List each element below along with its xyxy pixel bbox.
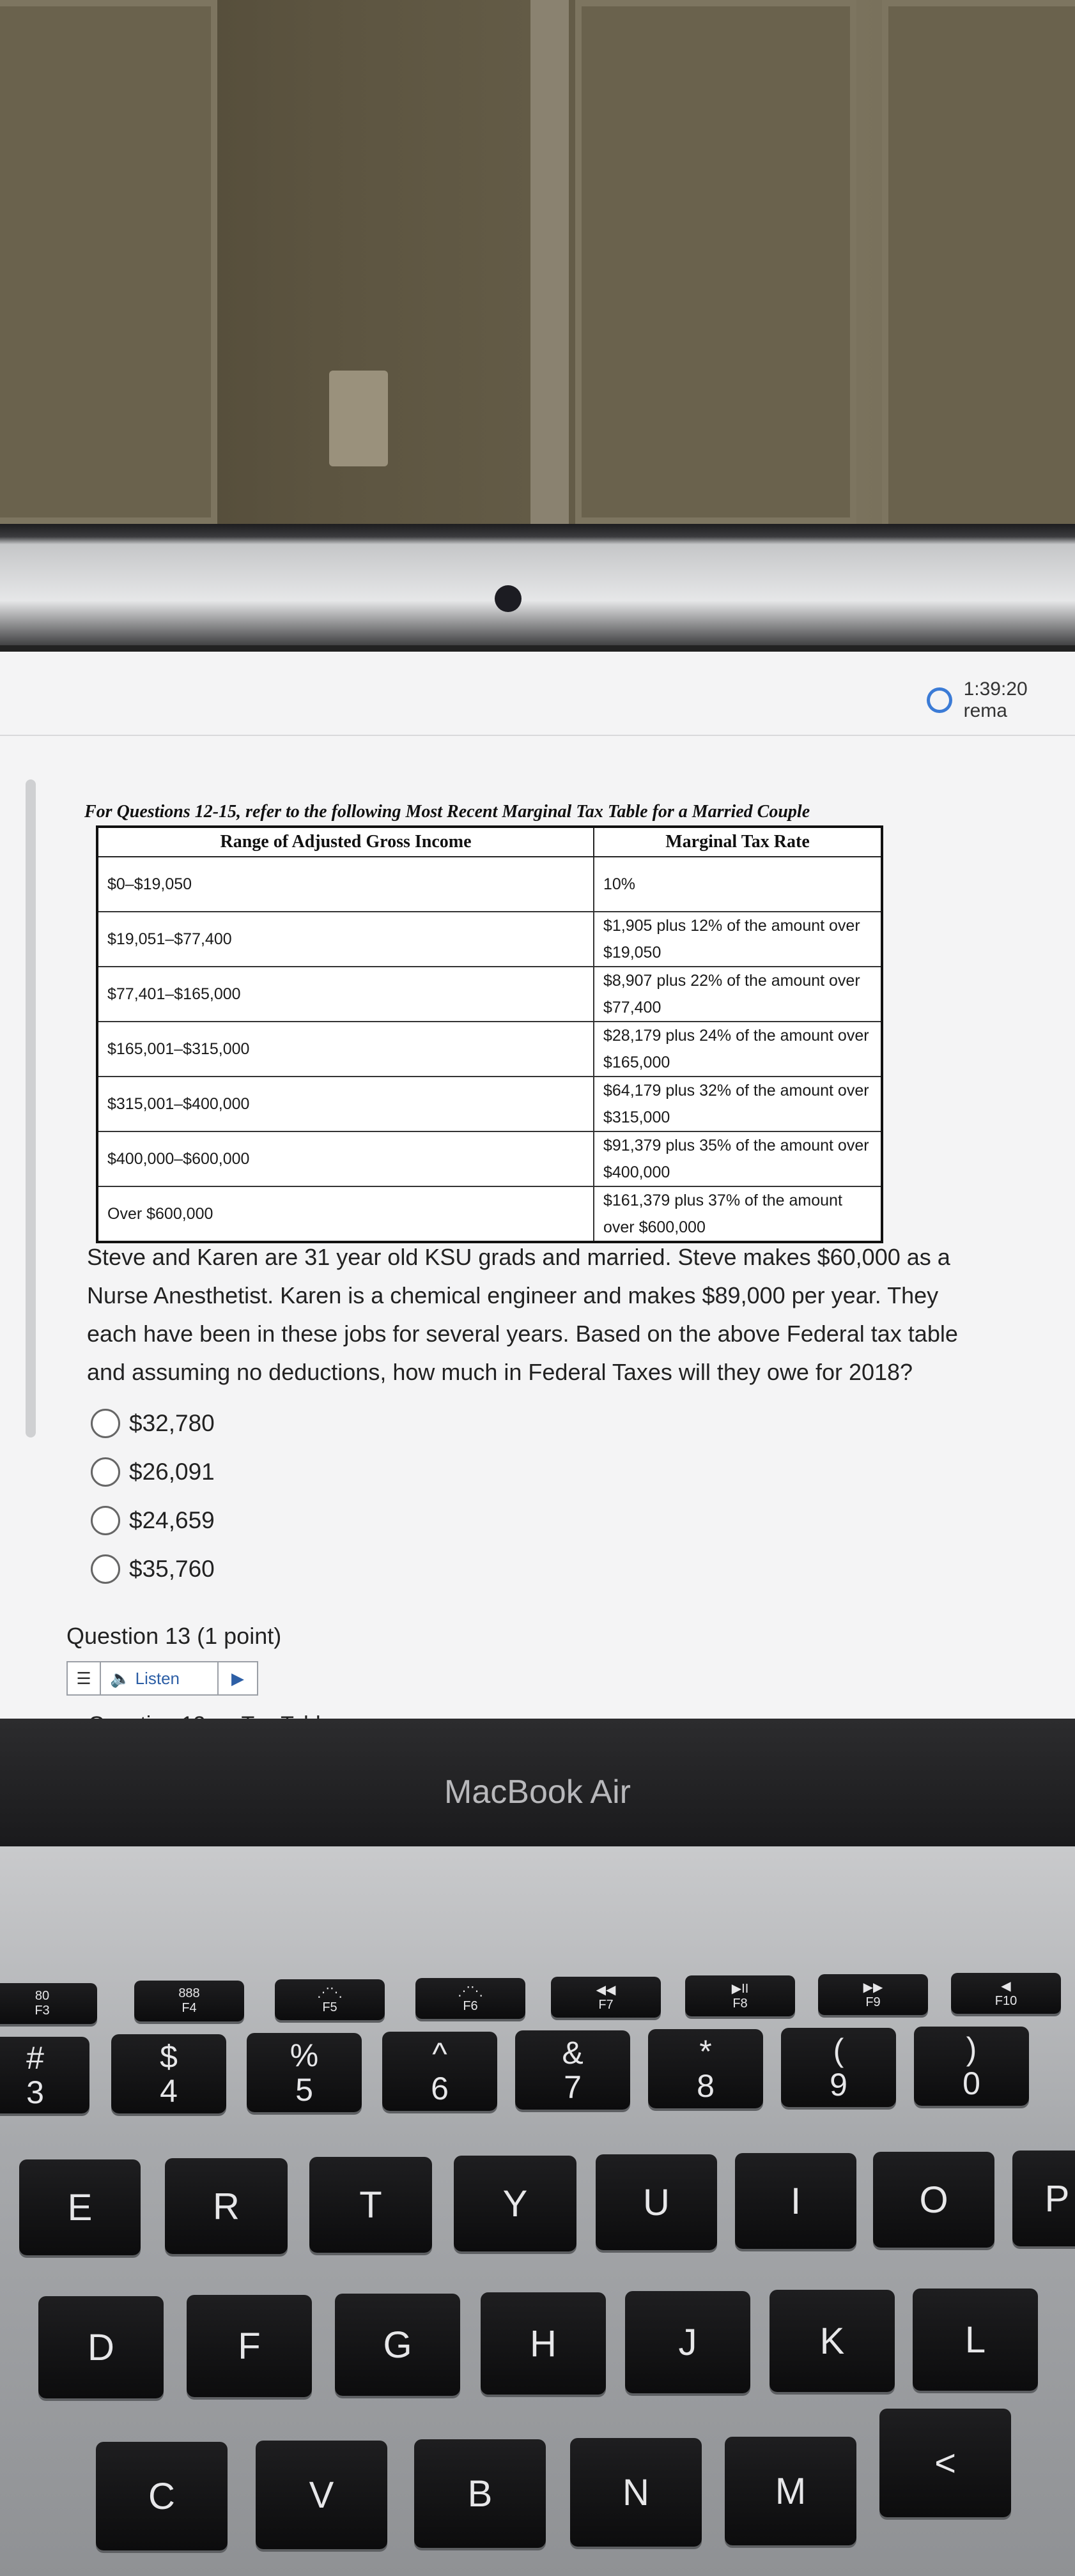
key-p[interactable]: P	[1012, 2150, 1075, 2246]
key-f10[interactable]: ◀ F10	[951, 1973, 1061, 2014]
laptop-lid	[0, 524, 1075, 652]
key-0[interactable]: ) 0	[914, 2027, 1029, 2106]
key-4[interactable]: $ 4	[111, 2034, 226, 2113]
tax-table	[96, 825, 883, 1243]
key-o[interactable]: O	[873, 2152, 994, 2248]
timer-ring-icon	[927, 687, 952, 713]
key-f[interactable]: F	[187, 2295, 312, 2397]
rate-cell: $28,179 plus 24% of the amount over $165,000	[594, 1022, 882, 1077]
option-label: $35,760	[129, 1556, 215, 1582]
table-header-range: Range of Adjusted Gross Income	[97, 827, 594, 857]
key-7[interactable]: & 7	[515, 2030, 630, 2110]
key-f5[interactable]: ⋰⋱ F5	[275, 1979, 385, 2020]
key-f7[interactable]: ◀◀ F7	[551, 1977, 661, 2018]
header-divider	[0, 735, 1075, 736]
key-v[interactable]: V	[256, 2441, 387, 2549]
page-scrollbar[interactable]	[26, 779, 36, 1438]
play-icon[interactable]: ▶	[231, 1668, 244, 1688]
key-r[interactable]: R	[165, 2158, 288, 2254]
rate-cell: $91,379 plus 35% of the amount over $400,000	[594, 1131, 882, 1186]
range-cell: $77,401–$165,000	[97, 967, 594, 1022]
timer-text: 1:39:20 rema	[963, 678, 1028, 721]
table-row	[97, 967, 882, 1022]
answer-option[interactable]	[91, 1399, 215, 1448]
key-f3[interactable]: 80 F3	[0, 1983, 97, 2024]
table-caption: For Questions 12-15, refer to the following Most Recent Marginal Tax Table for a Married Couple	[84, 802, 810, 822]
range-cell: $315,001–$400,000	[97, 1077, 594, 1131]
key-d[interactable]: D	[38, 2296, 164, 2398]
closet-door-right	[882, 0, 1075, 530]
radio-button[interactable]	[91, 1554, 120, 1584]
option-label: $32,780	[129, 1410, 215, 1436]
menu-icon[interactable]: ☰	[76, 1668, 91, 1688]
key-b[interactable]: B	[414, 2439, 546, 2548]
table-row	[97, 1186, 882, 1242]
table-row	[97, 857, 882, 912]
rate-cell: $64,179 plus 32% of the amount over $315,000	[594, 1077, 882, 1131]
rate-cell: 10%	[594, 857, 882, 912]
key-c[interactable]: C	[96, 2442, 228, 2550]
camera-icon	[495, 585, 522, 612]
key-g[interactable]: G	[335, 2294, 460, 2396]
answer-option[interactable]	[91, 1448, 215, 1496]
key-n[interactable]: N	[570, 2438, 702, 2547]
listen-button[interactable]: 🔈 Listen	[100, 1662, 219, 1694]
answer-option[interactable]	[91, 1496, 215, 1545]
key-u[interactable]: U	[596, 2154, 717, 2250]
range-cell: $0–$19,050	[97, 857, 594, 912]
key-f9[interactable]: ▶▶ F9	[818, 1974, 928, 2015]
key-f6[interactable]: ⋰⋱ F6	[415, 1978, 525, 2019]
range-cell: $400,000–$600,000	[97, 1131, 594, 1186]
radio-button[interactable]	[91, 1506, 120, 1535]
door-frame	[530, 0, 569, 524]
range-cell: $19,051–$77,400	[97, 912, 594, 967]
closet-door-middle	[575, 0, 856, 524]
answer-option[interactable]	[91, 1545, 215, 1593]
key-y[interactable]: Y	[454, 2156, 576, 2251]
range-cell: Over $600,000	[97, 1186, 594, 1242]
rate-cell: $161,379 plus 37% of the amount over $600,000	[594, 1186, 882, 1242]
key-8[interactable]: * 8	[648, 2029, 763, 2108]
listen-label: Listen	[135, 1669, 180, 1688]
laptop-brand: MacBook Air	[444, 1774, 631, 1811]
key-f4[interactable]: 888 F4	[134, 1981, 244, 2021]
question-13-heading: Question 13 (1 point)	[66, 1623, 282, 1649]
table-row	[97, 1077, 882, 1131]
table-row	[97, 912, 882, 967]
key-f8[interactable]: ▶II F8	[685, 1975, 795, 2016]
key-comma[interactable]: <	[879, 2409, 1011, 2517]
closet-door-left	[0, 0, 217, 524]
key-5[interactable]: % 5	[247, 2033, 362, 2112]
answer-options	[91, 1399, 215, 1593]
option-label: $24,659	[129, 1507, 215, 1533]
radio-button[interactable]	[91, 1409, 120, 1438]
key-6[interactable]: ^ 6	[382, 2032, 497, 2111]
key-e[interactable]: E	[19, 2159, 141, 2255]
wall-outlet	[329, 371, 388, 466]
key-j[interactable]: J	[625, 2291, 750, 2393]
key-m[interactable]: M	[725, 2437, 856, 2545]
key-9[interactable]: ( 9	[781, 2028, 896, 2107]
room-background	[0, 0, 1075, 530]
rate-cell: $8,907 plus 22% of the amount over $77,400	[594, 967, 882, 1022]
table-header-rate: Marginal Tax Rate	[594, 827, 882, 857]
key-t[interactable]: T	[309, 2157, 432, 2253]
key-3[interactable]: # 3	[0, 2037, 89, 2113]
question-12-text: Steve and Karen are 31 year old KSU grads and married. Steve makes $60,000 as a Nurse Anesthetist. Karen is a chemical engineer and makes $89,000 per year. They each have been in these jobs for several years. Based on the above Federal tax table and assuming no deductions, how much in Federal Taxes will they owe for 2018?	[87, 1244, 958, 1385]
quiz-timer	[927, 678, 1075, 722]
rate-cell: $1,905 plus 12% of the amount over $19,050	[594, 912, 882, 967]
table-row	[97, 1131, 882, 1186]
key-h[interactable]: H	[481, 2292, 606, 2395]
table-row	[97, 1022, 882, 1077]
listen-widget[interactable]	[66, 1661, 258, 1696]
radio-button[interactable]	[91, 1457, 120, 1487]
key-i[interactable]: I	[735, 2153, 856, 2249]
key-k[interactable]: K	[770, 2290, 895, 2392]
option-label: $26,091	[129, 1459, 215, 1485]
key-l[interactable]: L	[913, 2288, 1038, 2391]
range-cell: $165,001–$315,000	[97, 1022, 594, 1077]
